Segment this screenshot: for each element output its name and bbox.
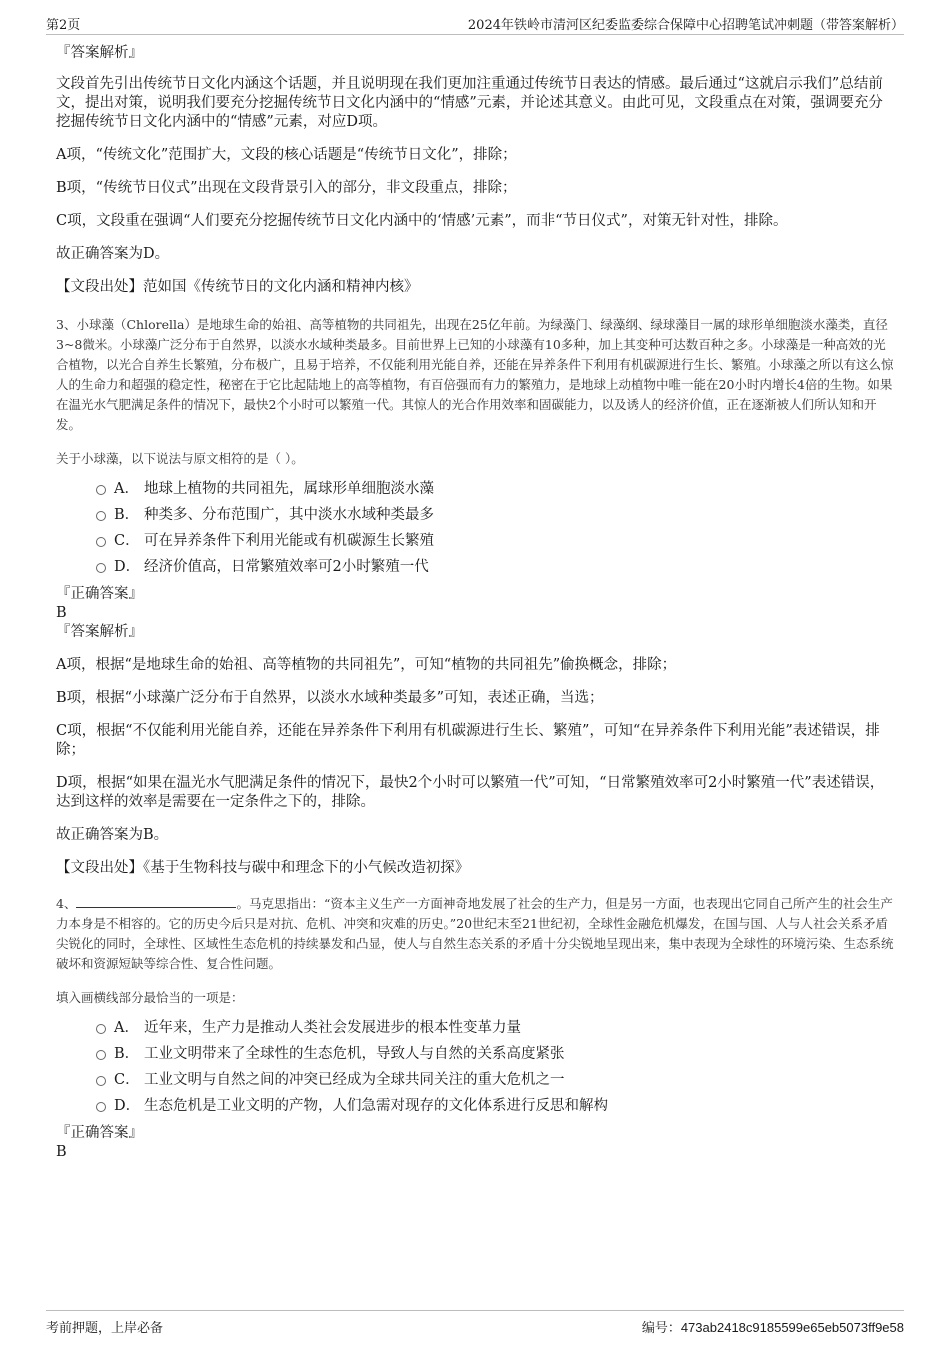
radio-button[interactable] — [96, 511, 106, 521]
page-number: 第2页 — [46, 18, 81, 33]
radio-button[interactable] — [96, 485, 106, 495]
q3-answer: B — [56, 605, 67, 621]
option-letter: C． — [114, 533, 140, 549]
option-text: 工业文明带来了全球性的生态危机，导致人与自然的关系高度紧张 — [144, 1046, 565, 1062]
option-text: 可在异养条件下利用光能或有机碳源生长繁殖 — [144, 533, 434, 549]
radio-button[interactable] — [96, 1050, 106, 1060]
q4-option-c[interactable] — [56, 1070, 894, 1096]
q4-passage-text: 。马克思指出：“资本主义生产一方面神奇地发展了社会的生产力，但是另一方面，也表现出它同自己所产生的社会生产力本身是不相容的。它的历史今后只是对抗、危机、冲突和灾难的历史。”20世纪末至21世纪初，全球性金融危机爆发，在国与国、人与人社会关系矛盾尖锐化的同时，全球性、区域性生态危机的持续暴发和凸显，使人与自然生态关系的矛盾十分尖锐地呈现出来，集中表现为全球性的环境污染、生态系统破坏和资源短缺等综合性、复合性问题。 — [56, 896, 894, 971]
q2-conclusion: 故正确答案为D。 — [56, 246, 170, 262]
q3-option-c[interactable] — [56, 531, 894, 557]
radio-button[interactable] — [96, 537, 106, 547]
page-header — [46, 10, 904, 35]
q4-option-a[interactable] — [56, 1018, 894, 1044]
q4-option-d[interactable] — [56, 1096, 894, 1122]
radio-button[interactable] — [96, 1102, 106, 1112]
footer-slogan: 考前押题，上岸必备 — [46, 1321, 164, 1336]
page-footer — [46, 1310, 904, 1335]
radio-button[interactable] — [96, 563, 106, 573]
q2-analysis-b: B项，“传统节日仪式”出现在文段背景引入的部分，非文段重点，排除； — [56, 180, 517, 196]
q4-options — [56, 1018, 894, 1122]
option-text: 工业文明与自然之间的冲突已经成为全球共同关注的重大危机之一 — [144, 1072, 565, 1088]
option-letter: A． — [114, 1020, 139, 1036]
q2-analysis-a: A项，“传统文化”范围扩大，文段的核心话题是“传统节日文化”，排除； — [56, 147, 517, 163]
q3-analysis-b: B项，根据“小球藻广泛分布于自然界，以淡水水域种类最多”可知，表述正确，当选； — [56, 690, 604, 706]
option-letter: D． — [114, 1098, 141, 1114]
q3-option-a[interactable] — [56, 479, 894, 505]
q2-analysis-intro: 文段首先引出传统节日文化内涵这个话题，并且说明现在我们更加注重通过传统节日表达的情感。最后通过“这就启示我们”总结前文，提出对策，说明我们要充分挖掘传统节日文化内涵中的“情感”元素，并论述其意义。由此可见，文段重点在对策，强调要充分挖掘传统节日文化内涵中的“情感”元素，对应D项。 — [56, 76, 883, 130]
q3-analysis-c: C项，根据“不仅能利用光能自养，还能在异养条件下利用有机碳源进行生长、繁殖”，可知“在异养条件下利用光能”表述错误，排除； — [56, 723, 880, 758]
q2-source: 【文段出处】范如国《传统节日的文化内涵和精神内核》 — [56, 279, 419, 295]
q2-analysis-label: 『答案解析』 — [56, 45, 143, 61]
q4-option-b[interactable] — [56, 1044, 894, 1070]
option-letter: D． — [114, 559, 141, 575]
radio-button[interactable] — [96, 1076, 106, 1086]
q4-number: 4、 — [56, 896, 77, 911]
option-text: 经济价值高，日常繁殖效率可2小时繁殖一代 — [144, 559, 429, 575]
q3-options — [56, 479, 894, 583]
q3-question: 关于小球藻，以下说法与原文相符的是（ ）。 — [56, 451, 304, 466]
q4-answer: B — [56, 1144, 67, 1160]
q4-answer-label: 『正确答案』 — [56, 1125, 143, 1141]
q4-question: 填入画横线部分最恰当的一项是： — [56, 990, 244, 1005]
q3-option-d[interactable] — [56, 557, 894, 583]
q3-analysis-a: A项，根据“是地球生命的始祖、高等植物的共同祖先”，可知“植物的共同祖先”偷换概念，排除； — [56, 657, 677, 673]
q4-passage — [56, 894, 894, 974]
q3-analysis-d: D项，根据“如果在温光水气肥满足条件的情况下，最快2个小时可以繁殖一代”可知，“日常繁殖效率可2小时繁殖一代”表述错误，达到这样的效率是需要在一定条件之下的，排除。 — [56, 775, 885, 810]
option-text: 生态危机是工业文明的产物，人们急需对现存的文化体系进行反思和解构 — [144, 1098, 608, 1114]
fill-blank — [76, 895, 236, 908]
option-letter: B． — [114, 507, 140, 523]
option-letter: B． — [114, 1046, 140, 1062]
option-text: 种类多、分布范围广，其中淡水水域种类最多 — [144, 507, 434, 523]
q3-conclusion: 故正确答案为B。 — [56, 827, 169, 843]
q3-source: 【文段出处】《基于生物科技与碳中和理念下的小气候改造初探》 — [56, 860, 470, 876]
option-letter: C． — [114, 1072, 140, 1088]
document-title: 2024年铁岭市清河区纪委监委综合保障中心招聘笔试冲刺题（带答案解析） — [467, 18, 904, 33]
document-code: 编号：473ab2418c9185599e65eb5073ff9e58 — [641, 1320, 904, 1335]
option-text: 地球上植物的共同祖先，属球形单细胞淡水藻 — [144, 481, 434, 497]
q3-analysis-label: 『答案解析』 — [56, 624, 143, 640]
option-text: 近年来，生产力是推动人类社会发展进步的根本性变革力量 — [144, 1020, 521, 1036]
radio-button[interactable] — [96, 1024, 106, 1034]
q3-option-b[interactable] — [56, 505, 894, 531]
page-content — [56, 42, 894, 1162]
q3-passage: 3、小球藻（Chlorella）是地球生命的始祖、高等植物的共同祖先，出现在25亿年前。为绿藻门、绿藻纲、绿球藻目一属的球形单细胞淡水藻类，直径3~8微米。小球藻广泛分布于自然界，以淡水水域种类最多。目前世界上已知的小球藻有10多种，加上其变种可达数百种之多。小球藻是一种高效的光合植物，以光合自养生长繁殖，分布极广，且易于培养，不仅能利用光能自养，还能在异养条件下利用有机碳源进行生长、繁殖。小球藻之所以有这么惊人的生命力和超强的稳定性，秘密在于它比起陆地上的高等植物，有百倍强而有力的繁殖力，是地球上动植物中唯一能在20小时内增长4倍的生物。如果在温光水气肥满足条件的情况下，最快2个小时可以繁殖一代。其惊人的光合作用效率和固碳能力，以及诱人的经济价值，正在逐渐被人们所认知和开发。 — [56, 317, 894, 432]
option-letter: A． — [114, 481, 139, 497]
q3-answer-label: 『正确答案』 — [56, 586, 143, 602]
q2-analysis-c: C项，文段重在强调“人们要充分挖掘传统节日文化内涵中的‘情感’元素”，而非“节日仪式”，对策无针对性，排除。 — [56, 213, 788, 229]
